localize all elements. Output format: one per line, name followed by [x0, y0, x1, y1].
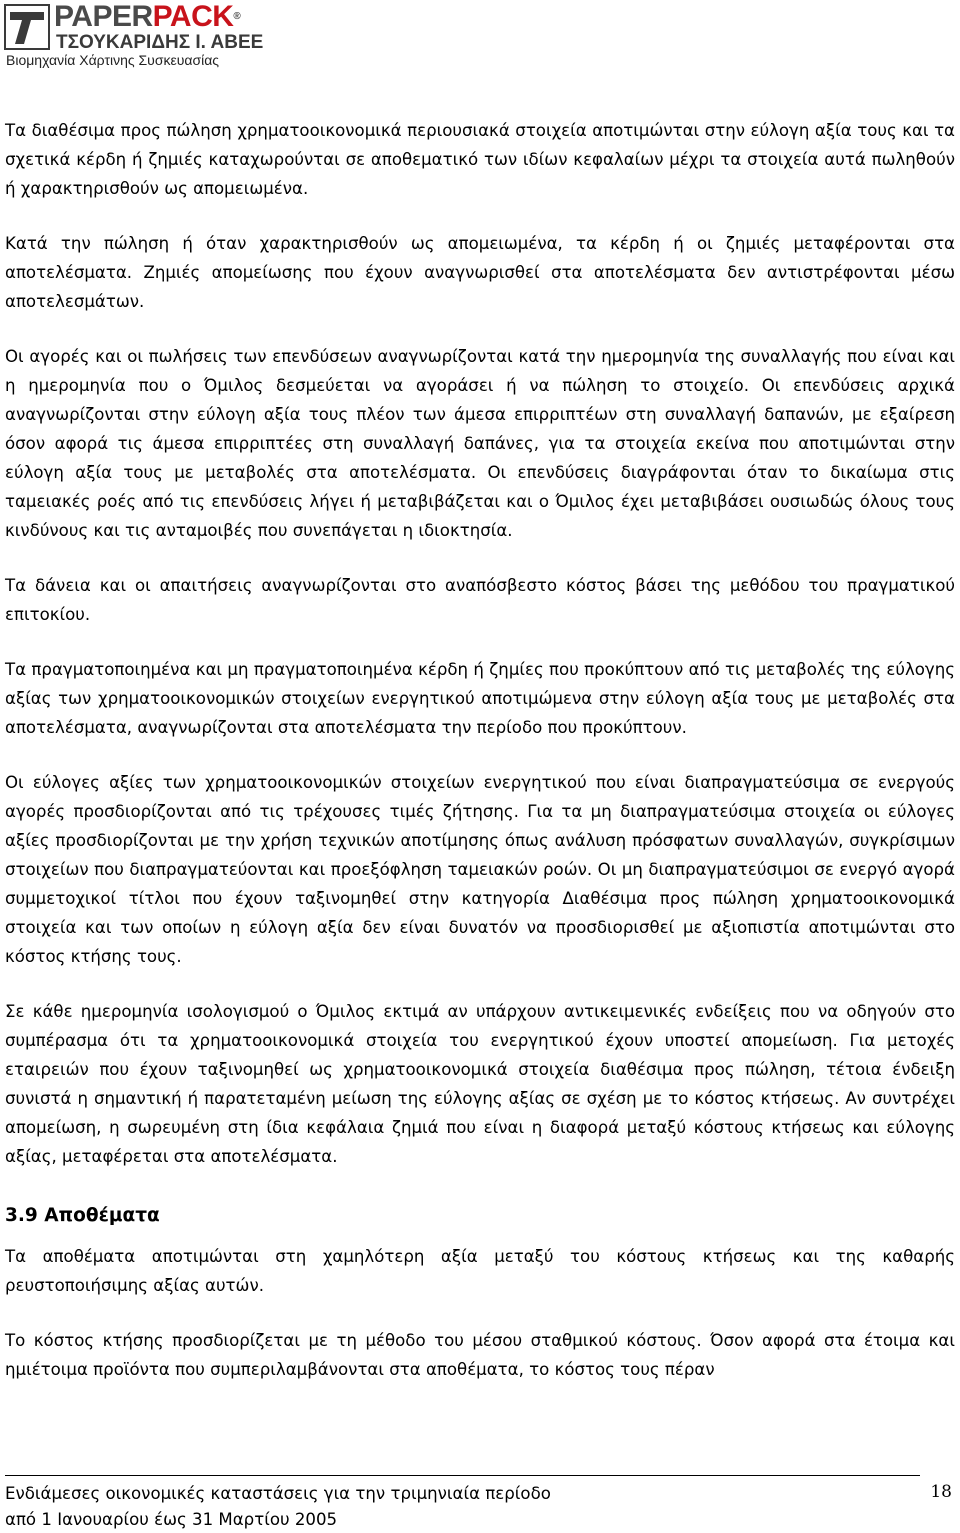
logo-brand-part2: PACK: [152, 0, 234, 33]
body-paragraph: Οι αγορές και οι πωλήσεις των επενδύσεων αναγνωρίζονται κατά την ημερομηνία της συναλλαγής που είναι και η ημερομηνία που ο Όμιλος δεσμεύεται να αγοράσει ή να πώληση το στοιχείο. Οι επενδύσεις αρχικά αναγνωρίζονται στην εύλογη αξία τους πλέον των άμεσα επιρριπτέων στη συναλλαγή δαπανών, με εξαίρεση όσον αφορά τις άμεσα επιρριπτέες στη συναλλαγή δαπάνες, για τα στοιχεία εκείνα που αποτιμώνται στην εύλογη αξία τους με μεταβολές στα αποτελέσματα. Οι επενδύσεις διαγράφονται όταν το δικαίωμα στις ταμειακές ροές από τις επενδύσεις λήγει ή μεταβιβάζεται και ο Όμιλος έχει μεταβιβάσει ουσιωδώς όλους τους κινδύνους και τις ανταμοιβές που συνεπάγεται η ιδιοκτησία.: [5, 347, 955, 540]
footer-caption: [5, 1481, 551, 1533]
body-paragraph: Σε κάθε ημερομηνία ισολογισμού ο Όμιλος εκτιμά αν υπάρχουν αντικειμενικές ενδείξεις που να οδηγούν στο συμπέρασμα ότι τα χρηματοοικονομικά στοιχεία του ενεργητικού έχουν υποστεί απομείωση. Για μετοχές εταιρειών που έχουν ταξινομηθεί ως χρηματοοικονομικά στοιχεία διαθέσιμα προς πώληση, τέτοια ένδειξη συνιστά η σημαντική ή παρατεταμένη μείωση της εύλογης αξίας σε σχέση με το κόστος κτήσεως. Αν συντρέχει απομείωση, η σωρευμένη στη ίδια κεφάλαια ζημιά που είναι η διαφορά μεταξύ κόστους κτήσεως και εύλογης αξίας, μεταφέρεται στα αποτελέσματα.: [5, 1002, 955, 1166]
footer-line-2: από 1 Ιανουαρίου έως 31 Μαρτίου 2005: [5, 1510, 338, 1529]
body-paragraph: Τα αποθέματα αποτιμώνται στη χαμηλότερη αξία μεταξύ του κόστους κτήσεως και της καθαρής ρευστοποιήσιμης αξίας αυτών.: [5, 1247, 955, 1295]
logo-brand-part1: PAPER: [54, 0, 153, 33]
footer-line-1: Ενδιάμεσες οικονομικές καταστάσεις για την τριμηνιαία περίοδο: [5, 1484, 551, 1503]
footer-divider: [5, 1475, 920, 1476]
registered-mark: ®: [233, 11, 241, 22]
body-paragraph: Τα διαθέσιμα προς πώληση χρηματοοικονομικά περιουσιακά στοιχεία αποτιμώνται στην εύλογη αξία τους και τα σχετικά κέρδη ή ζημιές καταχωρούνται σε αποθεματικό των ιδίων κεφαλαίων μέχρι τα στοιχεία αυτά πωληθούν ή χαρακτηρισθούν ως απομειωμένα.: [5, 121, 955, 198]
paperpack-logo-icon: [4, 4, 50, 50]
body-paragraph: Τα πραγματοποιημένα και μη πραγματοποιημένα κέρδη ή ζημίες που προκύπτουν από τις μεταβολές της εύλογης αξίας των χρηματοοικονομικών στοιχείων ενεργητικού αποτιμώμενα στην εύλογη αξία τους με μεταβολές στα αποτελέσματα, αναγνωρίζονται στα αποτελέσματα την περίοδο που προκύπτουν.: [5, 660, 955, 737]
logo-company-name: ΤΣΟΥΚΑΡΙΔΗΣ Ι. ΑΒΕΕ: [56, 32, 264, 53]
logo-brand: [54, 2, 240, 32]
document-body: [5, 116, 955, 1410]
logo-tagline: Βιομηχανία Χάρτινης Συσκευασίας: [6, 52, 220, 68]
company-logo: [4, 0, 264, 68]
page-number: 18: [930, 1482, 952, 1502]
body-paragraph: Το κόστος κτήσης προσδιορίζεται με τη μέθοδο του μέσου σταθμικού κόστους. Όσον αφορά στα έτοιμα και ημιέτοιμα προϊόντα που συμπεριλαμβάνονται στα αποθέματα, το κόστος τους πέραν: [5, 1331, 955, 1379]
body-paragraph: Οι εύλογες αξίες των χρηματοοικονομικών στοιχείων ενεργητικού που είναι διαπραγματεύσιμα σε ενεργούς αγορές προσδιορίζονται από τις τρέχουσες τιμές ζήτησης. Για τα μη διαπραγματεύσιμα στοιχεία οι εύλογες αξίες προσδιορίζονται με την χρήση τεχνικών αποτίμησης όπως ανάλυση πρόσφατων συναλλαγών, συγκρίσιμων στοιχείων που διαπραγματεύονται και προεξόφληση ταμειακών ροών. Οι μη διαπραγματεύσιμοι σε ενεργό αγορά συμμετοχικοί τίτλοι που έχουν ταξινομηθεί στην κατηγορία Διαθέσιμα προς πώληση χρηματοοικονομικά στοιχεία και των οποίων η εύλογη αξία δεν είναι δυνατόν να προσδιορισθεί με αξιοπιστία αποτιμώνται στο κόστος κτήσης τους.: [5, 773, 955, 966]
body-paragraph: Τα δάνεια και οι απαιτήσεις αναγνωρίζονται στο αναπόσβεστο κόστος βάσει της μεθόδου του πραγματικού επιτοκίου.: [5, 576, 955, 624]
body-paragraph: Κατά την πώληση ή όταν χαρακτηρισθούν ως απομειωμένα, τα κέρδη ή οι ζημιές μεταφέρονται στα αποτελέσματα. Ζημιές απομείωσης που έχουν αναγνωρισθεί στα αποτελέσματα δεν αντιστρέφονται μέσω αποτελεσμάτων.: [5, 234, 955, 311]
section-heading: 3.9 Αποθέματα: [5, 1205, 160, 1226]
